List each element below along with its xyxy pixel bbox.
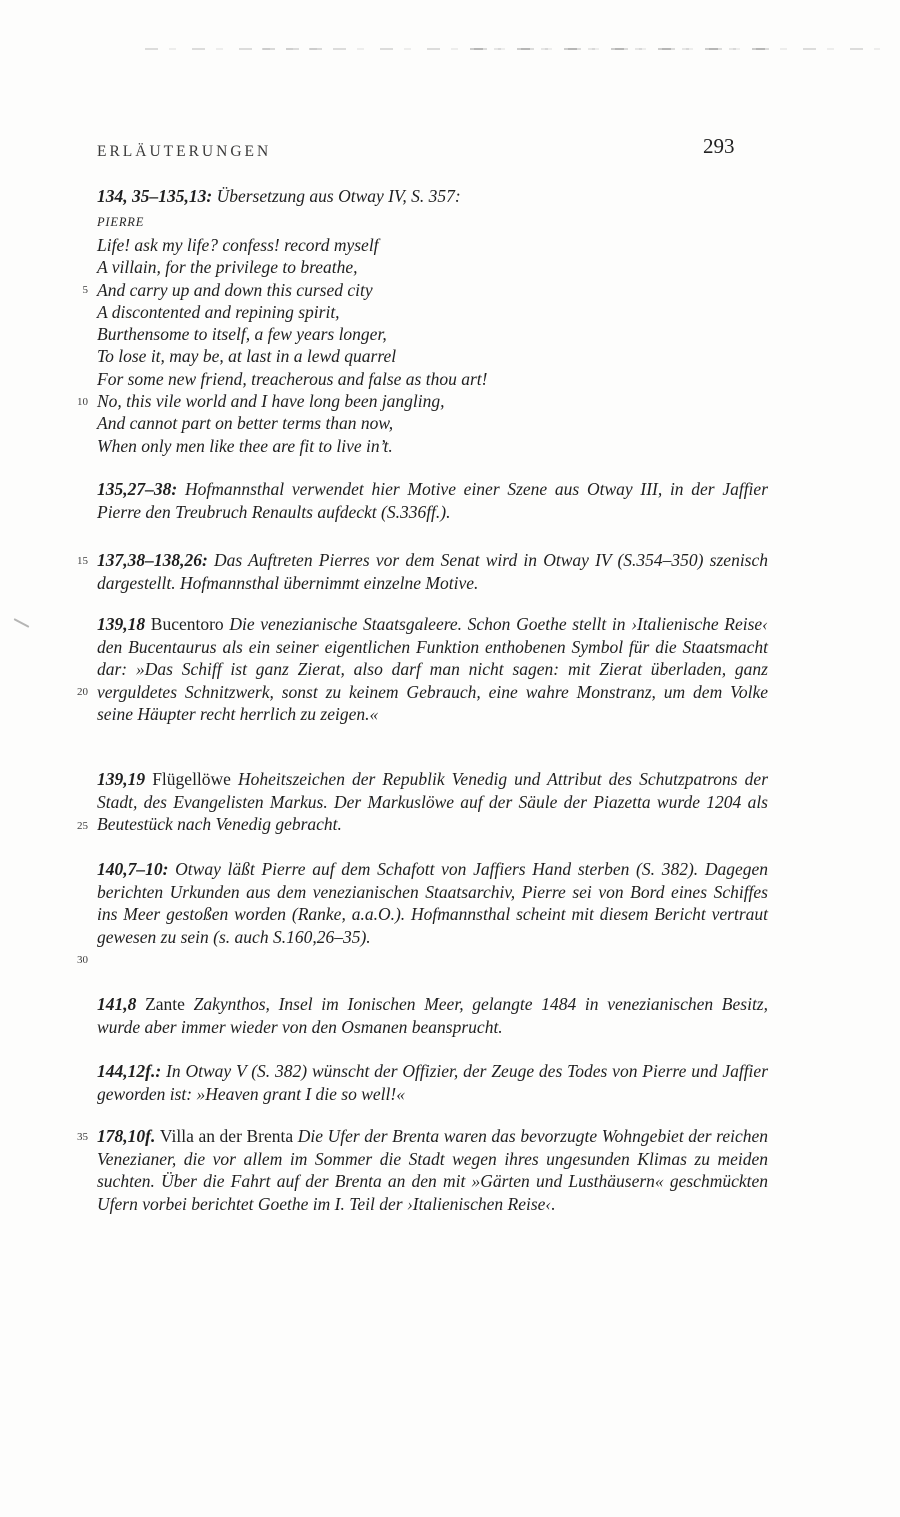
note-label: 135,27–38:: [97, 479, 178, 499]
verse-line: No, this vile world and I have long been jangling,: [97, 391, 445, 412]
scan-artifact-dashed-line: [262, 48, 322, 50]
note-text: Das Auftreten Pierres vor dem Senat wird in Otway IV (S.354–350) szenisch dargestellt. Hofmannsthal übernimmt einzelne Motive.: [97, 550, 769, 593]
verse-line: Burthensome to itself, a few years longer,: [97, 324, 387, 345]
note-label: 178,10f.: [97, 1126, 156, 1146]
page-number: 293: [703, 134, 735, 158]
note-lemma: Bucentoro: [150, 614, 224, 634]
verse-speaker: PIERRE: [97, 215, 145, 229]
verse-line: A discontented and repining spirit,: [97, 301, 340, 322]
scan-artifact-margin-mark: [14, 618, 30, 628]
note-text: Hofmannsthal verwendet hier Motive einer Szene aus Otway III, in der Jaffier Pierre den Treubruch Renaults aufdeckt (S.336ff.).: [97, 479, 769, 522]
scan-artifact-dashed-line: [470, 48, 770, 50]
note-label: 134, 35–135,13:: [97, 186, 213, 206]
note-label: 141,8: [97, 994, 137, 1014]
note-139-19: [97, 768, 768, 836]
note-label: 139,19: [97, 769, 146, 789]
margin-line-number: 20: [77, 686, 88, 698]
note-label: 139,18: [97, 614, 146, 634]
note-178: [97, 1125, 768, 1215]
note-text: In Otway V (S. 382) wünscht der Offizier, der Zeuge des Todes von Pierre und Jaffier geworden ist: »Heaven grant I die so well!«: [97, 1061, 769, 1104]
verse-line: A villain, for the privilege to breathe,: [97, 257, 358, 278]
margin-line-number: 30: [77, 954, 88, 966]
margin-line-number: 5: [82, 284, 88, 296]
verse-line: When only men like thee are fit to live in’t.: [97, 435, 393, 456]
margin-line-number: 25: [77, 820, 88, 832]
note-text: Hoheitszeichen der Republik Venedig und Attribut des Schutzpatrons der Stadt, des Evangelisten Markus. Der Markuslöwe auf der Säule der Piazetta wurde 1204 als Beutestück nach Venedig gebracht.: [97, 769, 769, 834]
note-label: 144,12f.:: [97, 1061, 162, 1081]
margin-line-number: 15: [77, 555, 88, 567]
margin-line-number: 35: [77, 1131, 88, 1143]
verse-line: Life! ask my life? confess! record myself: [97, 235, 379, 255]
note-137: [97, 549, 768, 594]
note-label: 137,38–138,26:: [97, 550, 208, 570]
note-text: Die venezianische Staatsgaleere. Schon Goethe stellt in ›Italienische Reise‹ den Bucentaurus als ein seiner eigentlichen Funktion enthobenen Symbol für die Staatsmacht dar: »Das Schiff ist ganz Zierat, also darf man nicht sagen: mit Zierat überladen, ganz verguldetes Schnitzwerk, sonst zu keinem Gebrauch, eine wahre Monstranz, um dem Volke seine Häupter recht herrlich zu zeigen.«: [97, 614, 768, 724]
note-lemma: Zante: [145, 994, 185, 1014]
running-header: ERLÄUTERUNGEN: [97, 143, 272, 160]
verse-line: For some new friend, treacherous and false as thou art!: [97, 368, 488, 389]
verse-line: And cannot part on better terms than now,: [97, 413, 394, 434]
verse-line: And carry up and down this cursed city: [97, 279, 373, 300]
note-text: Zakynthos, Insel im Ionischen Meer, gelangte 1484 in venezianischen Besitz, wurde aber immer wieder von den Osmanen beansprucht.: [97, 994, 768, 1037]
note-text: Die Ufer der Brenta waren das bevorzugte Wohngebiet der reichen Venezianer, die vor allem im Sommer die Stadt wegen ihres ungesunden Klimas zu meiden suchten. Über die Fahrt auf der Brenta an den mit »Gärten und Lusthäusern« geschmückten Ufern vorbei berichtet Goethe im I. Teil der ›Italienischen Reise‹.: [97, 1126, 769, 1214]
note-lemma: Flügellöwe: [152, 769, 231, 789]
note-134: [97, 185, 768, 208]
note-141: [97, 993, 768, 1038]
note-text: Otway läßt Pierre auf dem Schafott von Jaffiers Hand sterben (S. 382). Dagegen berichten Urkunden aus dem venezianischen Staatsarchiv, Pierre sei von Bord eines Schiffes ins Meer gestoßen worden (Ranke, a.a.O.). Hofmannsthal scheint mit diesem Bericht vertraut gewesen zu sein (s. auch S.160,26–35).: [97, 859, 769, 947]
note-label: 140,7–10:: [97, 859, 169, 879]
verse-line: To lose it, may be, at last in a lewd quarrel: [97, 346, 397, 367]
note-lemma: Villa an der Brenta: [159, 1126, 294, 1146]
note-139-18: [97, 613, 768, 726]
note-135: [97, 478, 768, 523]
margin-line-number: 10: [77, 396, 88, 408]
note-text: Übersetzung aus Otway IV, S. 357:: [216, 186, 461, 206]
note-140: [97, 858, 768, 948]
verse-quotation: [97, 234, 768, 457]
note-144: [97, 1060, 768, 1105]
